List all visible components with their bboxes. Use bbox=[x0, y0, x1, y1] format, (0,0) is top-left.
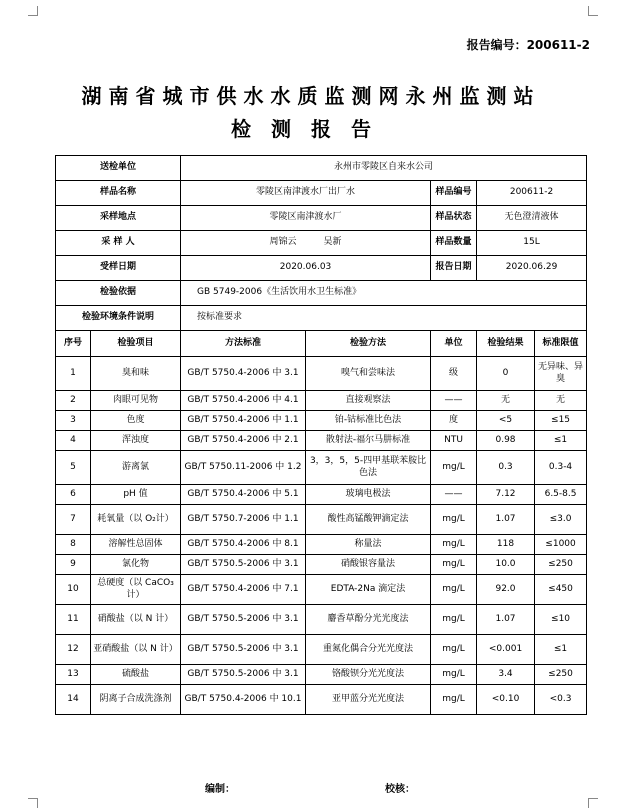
table-row bbox=[56, 451, 587, 485]
method-standard: GB/T 5750.4-2006 中 8.1 bbox=[181, 535, 306, 555]
unit: mg/L bbox=[431, 605, 477, 635]
env-value: 按标准要求 bbox=[181, 306, 587, 331]
test-item: 肉眼可见物 bbox=[91, 391, 181, 411]
unit: —— bbox=[431, 485, 477, 505]
method-standard: GB/T 5750.5-2006 中 3.1 bbox=[181, 635, 306, 665]
test-result: 1.07 bbox=[477, 505, 535, 535]
method-standard: GB/T 5750.5-2006 中 3.1 bbox=[181, 555, 306, 575]
corner-mark bbox=[588, 798, 598, 808]
row-number: 1 bbox=[56, 357, 91, 391]
checker-label: 校核： bbox=[385, 784, 415, 795]
sample-no-label: 样品编号 bbox=[431, 181, 477, 206]
row-number: 12 bbox=[56, 635, 91, 665]
test-result: <0.001 bbox=[477, 635, 535, 665]
sample-name-label: 样品名称 bbox=[56, 181, 181, 206]
unit: NTU bbox=[431, 431, 477, 451]
standard-limit: ≤450 bbox=[535, 575, 587, 605]
test-result: 0.98 bbox=[477, 431, 535, 451]
compiler-label: 编制： bbox=[205, 784, 235, 795]
test-item: 硫酸盐 bbox=[91, 665, 181, 685]
row-number: 9 bbox=[56, 555, 91, 575]
test-method: 嗅气和尝味法 bbox=[306, 357, 431, 391]
table-row bbox=[56, 535, 587, 555]
table-row bbox=[56, 575, 587, 605]
test-item: 总硬度（以 CaCO₃计） bbox=[91, 575, 181, 605]
row-number: 4 bbox=[56, 431, 91, 451]
sampler-value: 周锦云 吴新 bbox=[181, 231, 431, 256]
corner-mark bbox=[28, 6, 38, 16]
table-row bbox=[56, 665, 587, 685]
standard-limit: ≤250 bbox=[535, 665, 587, 685]
row-number: 3 bbox=[56, 411, 91, 431]
test-result: <5 bbox=[477, 411, 535, 431]
column-header: 检验方法 bbox=[306, 331, 431, 357]
standard-limit: ≤15 bbox=[535, 411, 587, 431]
row-number: 6 bbox=[56, 485, 91, 505]
column-header: 标准限值 bbox=[535, 331, 587, 357]
test-item: pH 值 bbox=[91, 485, 181, 505]
unit: mg/L bbox=[431, 505, 477, 535]
test-result: 92.0 bbox=[477, 575, 535, 605]
standard-limit: ≤1 bbox=[535, 431, 587, 451]
column-header: 单位 bbox=[431, 331, 477, 357]
unit: mg/L bbox=[431, 555, 477, 575]
column-header: 检验结果 bbox=[477, 331, 535, 357]
standard-limit: ≤10 bbox=[535, 605, 587, 635]
standard-limit: 0.3-4 bbox=[535, 451, 587, 485]
report-title: 湖南省城市供水水质监测网永州监测站 bbox=[81, 84, 541, 108]
test-method: 直接观察法 bbox=[306, 391, 431, 411]
report-table bbox=[55, 155, 587, 715]
method-standard: GB/T 5750.5-2006 中 3.1 bbox=[181, 665, 306, 685]
basis-value: GB 5749-2006《生活饮用水卫生标准》 bbox=[181, 281, 587, 306]
test-result: 10.0 bbox=[477, 555, 535, 575]
unit: 级 bbox=[431, 357, 477, 391]
test-method: 3，3，5，5-四甲基联苯胺比色法 bbox=[306, 451, 431, 485]
row-number: 11 bbox=[56, 605, 91, 635]
test-result: 1.07 bbox=[477, 605, 535, 635]
standard-limit: ≤1 bbox=[535, 635, 587, 665]
test-method: 铬酸钡分光光度法 bbox=[306, 665, 431, 685]
test-result: <0.10 bbox=[477, 685, 535, 715]
standard-limit: ≤3.0 bbox=[535, 505, 587, 535]
test-result: 118 bbox=[477, 535, 535, 555]
test-item: 臭和味 bbox=[91, 357, 181, 391]
table-row bbox=[56, 555, 587, 575]
test-item: 溶解性总固体 bbox=[91, 535, 181, 555]
column-header: 方法标准 bbox=[181, 331, 306, 357]
table-row bbox=[56, 411, 587, 431]
site-label: 采样地点 bbox=[56, 206, 181, 231]
recv-date-value: 2020.06.03 bbox=[181, 256, 431, 281]
unit: mg/L bbox=[431, 451, 477, 485]
sample-no-value: 200611-2 bbox=[477, 181, 587, 206]
test-method: 麝香草酚分光光度法 bbox=[306, 605, 431, 635]
report-date-label: 报告日期 bbox=[431, 256, 477, 281]
test-item: 氯化物 bbox=[91, 555, 181, 575]
test-item: 亚硝酸盐（以 N 计） bbox=[91, 635, 181, 665]
table-row bbox=[56, 685, 587, 715]
test-item: 游离氯 bbox=[91, 451, 181, 485]
corner-mark bbox=[28, 798, 38, 808]
test-method: 重氮化偶合分光光度法 bbox=[306, 635, 431, 665]
method-standard: GB/T 5750.4-2006 中 2.1 bbox=[181, 431, 306, 451]
table-row bbox=[56, 357, 587, 391]
state-label: 样品状态 bbox=[431, 206, 477, 231]
standard-limit: ≤1000 bbox=[535, 535, 587, 555]
client-value: 永州市零陵区自来水公司 bbox=[181, 156, 587, 181]
basis-label: 检验依据 bbox=[56, 281, 181, 306]
row-number: 5 bbox=[56, 451, 91, 485]
method-standard: GB/T 5750.4-2006 中 4.1 bbox=[181, 391, 306, 411]
standard-limit: 无异味、异臭 bbox=[535, 357, 587, 391]
unit: mg/L bbox=[431, 665, 477, 685]
test-result: 7.12 bbox=[477, 485, 535, 505]
column-header: 检验项目 bbox=[91, 331, 181, 357]
table-row bbox=[56, 485, 587, 505]
sample-name-value: 零陵区南津渡水厂出厂水 bbox=[181, 181, 431, 206]
column-header: 序号 bbox=[56, 331, 91, 357]
standard-limit: ≤250 bbox=[535, 555, 587, 575]
test-item: 硝酸盐（以 N 计） bbox=[91, 605, 181, 635]
method-standard: GB/T 5750.4-2006 中 7.1 bbox=[181, 575, 306, 605]
row-number: 13 bbox=[56, 665, 91, 685]
table-row bbox=[56, 605, 587, 635]
row-number: 7 bbox=[56, 505, 91, 535]
client-label: 送检单位 bbox=[56, 156, 181, 181]
test-item: 阴离子合成洗涤剂 bbox=[91, 685, 181, 715]
test-result: 3.4 bbox=[477, 665, 535, 685]
recv-date-label: 受样日期 bbox=[56, 256, 181, 281]
test-method: 铂-钴标准比色法 bbox=[306, 411, 431, 431]
standard-limit: 6.5-8.5 bbox=[535, 485, 587, 505]
method-standard: GB/T 5750.4-2006 中 5.1 bbox=[181, 485, 306, 505]
row-number: 2 bbox=[56, 391, 91, 411]
method-standard: GB/T 5750.4-2006 中 1.1 bbox=[181, 411, 306, 431]
qty-label: 样品数量 bbox=[431, 231, 477, 256]
site-value: 零陵区南津渡水厂 bbox=[181, 206, 431, 231]
test-result: 无 bbox=[477, 391, 535, 411]
test-method: 玻璃电极法 bbox=[306, 485, 431, 505]
method-standard: GB/T 5750.11-2006 中 1.2 bbox=[181, 451, 306, 485]
table-row bbox=[56, 431, 587, 451]
test-method: EDTA-2Na 滴定法 bbox=[306, 575, 431, 605]
unit: mg/L bbox=[431, 635, 477, 665]
report-date-value: 2020.06.29 bbox=[477, 256, 587, 281]
unit: mg/L bbox=[431, 535, 477, 555]
standard-limit: 无 bbox=[535, 391, 587, 411]
test-result: 0 bbox=[477, 357, 535, 391]
method-standard: GB/T 5750.5-2006 中 3.1 bbox=[181, 605, 306, 635]
method-standard: GB/T 5750.4-2006 中 10.1 bbox=[181, 685, 306, 715]
test-item: 色度 bbox=[91, 411, 181, 431]
table-row bbox=[56, 505, 587, 535]
row-number: 8 bbox=[56, 535, 91, 555]
test-method: 称量法 bbox=[306, 535, 431, 555]
test-item: 耗氧量（以 O₂计） bbox=[91, 505, 181, 535]
row-number: 14 bbox=[56, 685, 91, 715]
standard-limit: <0.3 bbox=[535, 685, 587, 715]
row-number: 10 bbox=[56, 575, 91, 605]
sampler-label: 采 样 人 bbox=[56, 231, 181, 256]
unit: mg/L bbox=[431, 575, 477, 605]
method-standard: GB/T 5750.7-2006 中 1.1 bbox=[181, 505, 306, 535]
qty-value: 15L bbox=[477, 231, 587, 256]
table-row bbox=[56, 635, 587, 665]
unit: mg/L bbox=[431, 685, 477, 715]
test-method: 酸性高锰酸钾滴定法 bbox=[306, 505, 431, 535]
test-method: 散射法-福尔马肼标准 bbox=[306, 431, 431, 451]
report-subtitle: 检测报告 bbox=[231, 117, 391, 141]
test-item: 浑浊度 bbox=[91, 431, 181, 451]
table-row bbox=[56, 391, 587, 411]
corner-mark bbox=[588, 6, 598, 16]
report-number: 报告编号：200611-2 bbox=[466, 38, 590, 52]
method-standard: GB/T 5750.4-2006 中 3.1 bbox=[181, 357, 306, 391]
test-method: 亚甲蓝分光光度法 bbox=[306, 685, 431, 715]
state-value: 无色澄清液体 bbox=[477, 206, 587, 231]
unit: 度 bbox=[431, 411, 477, 431]
test-method: 硝酸银容量法 bbox=[306, 555, 431, 575]
env-label: 检验环境条件说明 bbox=[56, 306, 181, 331]
test-result: 0.3 bbox=[477, 451, 535, 485]
unit: —— bbox=[431, 391, 477, 411]
